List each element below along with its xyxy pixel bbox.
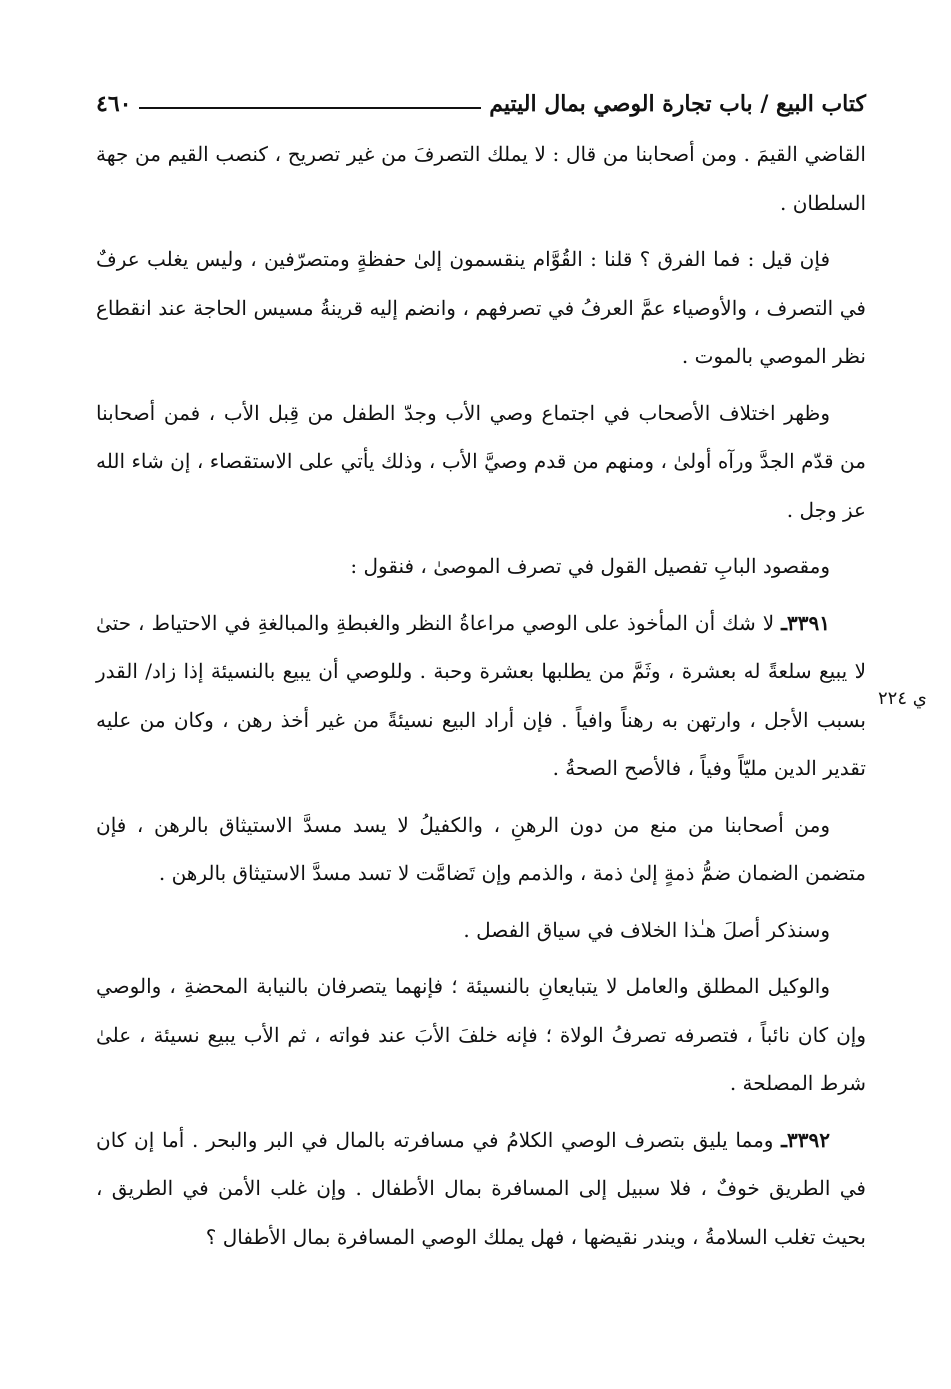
header-rule [139,107,481,109]
paragraph [96,389,866,535]
paragraph-text: القاضي القيمَ . ومن أصحابنا من قال : لا يملك التصرفَ من غير تصريح ، كنصب القيم من جهة السلطان . [96,142,866,215]
paragraph-text: فإن قيل : فما الفرق ؟ قلنا : القُوَّام ينقسمون إلىٰ حفظةٍ ومتصرّفين ، وليس يغلب عرفٌ في التصرف ، والأوصياء عمَّ العرفُ في تصرفهم ، وانضم إليه قرينةُ مسيس الحاجة عند انقطاع نظر الموصي بالموت . [96,247,866,368]
paragraph-text: ومما يليق بتصرف الوصي الكلامُ في مسافرته بالمال في البر والبحر . أما إن كان في الطريق خوفٌ ، فلا سبيل إلى المسافرة بمال الأطفال . وإن غلب الأمن في الطريق ، بحيث تغلب السلامةُ ، ويندر نقيضها ، فهل يملك الوصي المسافرة بمال الأطفال ؟ [96,1127,866,1249]
paragraph-number: ٣٣٩١ـ [781,610,830,635]
page-number: ٤٦٠ [96,91,132,117]
paragraph-text: وسنذكر أصلَ هـٰذا الخلاف في سياق الفصل . [463,917,830,942]
paragraph-text: لا شك أن المأخوذ على الوصي مراعاةُ النظر والغبطةِ والمبالغةِ في الاحتياط ، حتىٰ لا يبيع سلعةً له بعشرة ، وثَمَّ من يطلبها بعشرة وحبة . وللوصي أن يبيع بالنسيئة إذا زاد/ القدر بسبب الأجل ، وارتهن به رهناً وافياً . فإن أراد البيع نسيئةً من غير أخذ رهن ، وكان من عليه تقدير الدين مليّاً وفياً ، فالأصح الصحةُ . [96,610,866,780]
chapter-title: كتاب البيع / باب تجارة الوصي بمال اليتيم [489,91,866,117]
paragraph [96,906,866,955]
margin-reference: ي ٢٢٤ [878,688,927,709]
paragraph [96,962,866,1108]
paragraph-number: ٣٣٩٢ـ [781,1127,830,1152]
paragraph [96,801,866,898]
running-header [96,84,866,124]
paragraph-text: والوكيل المطلق والعامل لا يتبايعانِ بالنسيئة ؛ فإنهما يتصرفان بالنيابة المحضةِ ، والوصي وإن كان نائباً ، فتصرفه تصرفُ الولاة ؛ فإنه خلفَ الأبَ عند فواته ، ثم الأب يبيع نسيئة ، علىٰ شرط المصلحة . [96,974,866,1095]
main-text [96,130,866,1269]
paragraph-text: وظهر اختلاف الأصحاب في اجتماع وصي الأب وجدّ الطفل من قِبل الأب ، فمن أصحابنا من قدّم الجدَّ ورآه أولىٰ ، ومنهم من قدم وصيَّ الأب ، وذلك يأتي على الاستقصاء ، إن شاء الله عز وجل . [96,400,866,522]
paragraph [96,130,866,227]
paragraph [96,235,866,381]
paragraph [96,542,866,591]
numbered-paragraph [96,599,866,793]
paragraph-text: ومقصود البابِ تفصيل القول في تصرف الموصىٰ ، فنقول : [350,554,830,578]
paragraph-text: ومن أصحابنا من منع من دون الرهنِ ، والكفيلُ لا يسد مسدَّ الاستيثاق بالرهن ، فإن متضمن الضمان ضمُّ ذمةٍ إلىٰ ذمة ، والذمم وإن تَضامَّت لا تسد مسدَّ الاستيثاق بالرهن . [96,812,866,885]
numbered-paragraph [96,1116,866,1262]
